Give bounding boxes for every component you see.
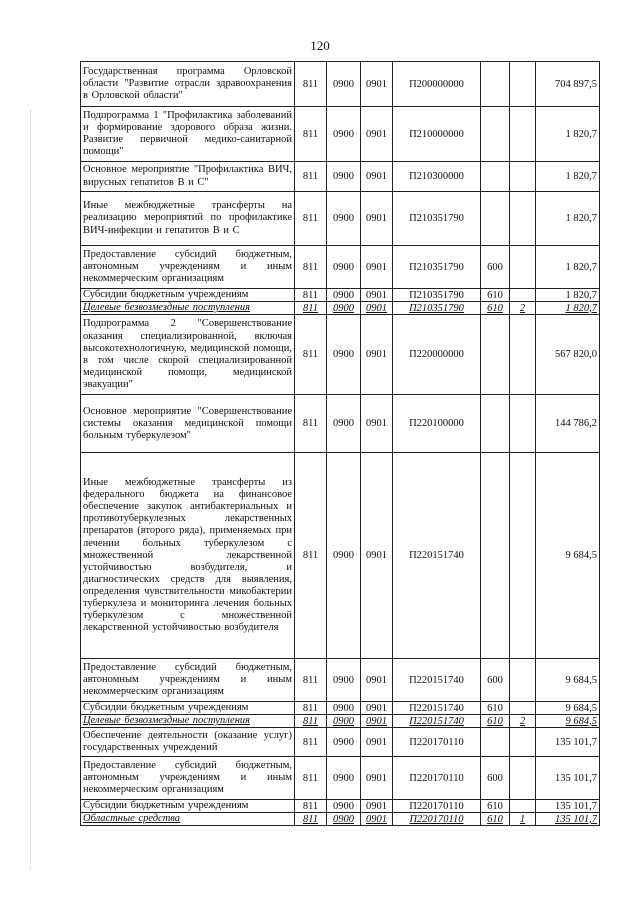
cell-amount: 1 820,7 [536, 302, 600, 315]
cell-ministry: 811 [295, 728, 327, 757]
cell-ministry: 811 [295, 659, 327, 702]
cell-ministry: 811 [295, 246, 327, 289]
cell-source [510, 107, 536, 162]
row-name: Субсидии бюджетным учреждениям [81, 289, 295, 302]
cell-expense [481, 107, 510, 162]
cell-expense: 610 [481, 289, 510, 302]
cell-ministry: 811 [295, 289, 327, 302]
table-row [81, 192, 600, 246]
cell-source [510, 315, 536, 395]
cell-ministry: 811 [295, 813, 327, 826]
cell-section: 0900 [327, 162, 361, 192]
cell-amount: 135 101,7 [536, 757, 600, 800]
cell-amount: 1 820,7 [536, 192, 600, 246]
cell-amount: 567 820,0 [536, 315, 600, 395]
cell-source [510, 62, 536, 107]
budget-table [80, 61, 600, 826]
cell-source [510, 728, 536, 757]
cell-expense: 610 [481, 715, 510, 728]
cell-source [510, 702, 536, 715]
cell-amount: 9 684,5 [536, 702, 600, 715]
cell-ministry: 811 [295, 302, 327, 315]
cell-target: П220170110 [393, 728, 481, 757]
table-row [81, 162, 600, 192]
row-name: Иные межбюджетные трансферты из федерального бюджета на финансовое обеспечение закупок антибактериальных и противотуберкулезных лекарственных препаратов (второго ряда), применяемых при лечении больных туберкулезом с множественной лекарственной устойчивостью возбудителя, и диагностических средств для выявления, определения чувствительности микобактерии туберкулеза и мониторинга лечения больных туберкулезом с множественной лекарственной устойчивостью возбудителя [81, 453, 295, 659]
cell-subsection: 0901 [361, 162, 393, 192]
cell-amount: 1 820,7 [536, 162, 600, 192]
cell-ministry: 811 [295, 162, 327, 192]
table-row [81, 246, 600, 289]
cell-target: П220100000 [393, 395, 481, 453]
cell-expense [481, 162, 510, 192]
cell-ministry: 811 [295, 192, 327, 246]
row-name: Субсидии бюджетным учреждениям [81, 702, 295, 715]
cell-source [510, 757, 536, 800]
table-row [81, 315, 600, 395]
cell-source [510, 659, 536, 702]
cell-target: П210351790 [393, 289, 481, 302]
cell-section: 0900 [327, 813, 361, 826]
cell-source [510, 395, 536, 453]
cell-section: 0900 [327, 246, 361, 289]
cell-subsection: 0901 [361, 395, 393, 453]
cell-ministry: 811 [295, 62, 327, 107]
cell-expense: 600 [481, 659, 510, 702]
row-name: Основное мероприятие "Совершенствование системы оказания медицинской помощи больным туберкулезом" [81, 395, 295, 453]
table-row [81, 757, 600, 800]
cell-section: 0900 [327, 289, 361, 302]
row-name: Целевые безвозмездные поступления [81, 715, 295, 728]
cell-source: 2 [510, 302, 536, 315]
cell-section: 0900 [327, 315, 361, 395]
cell-amount: 1 820,7 [536, 107, 600, 162]
cell-source [510, 800, 536, 813]
cell-ministry: 811 [295, 395, 327, 453]
cell-section: 0900 [327, 702, 361, 715]
cell-source: 1 [510, 813, 536, 826]
cell-expense [481, 728, 510, 757]
cell-ministry: 811 [295, 702, 327, 715]
table-row [81, 715, 600, 728]
scan-edge-mark [30, 110, 32, 870]
cell-subsection: 0901 [361, 702, 393, 715]
cell-source [510, 289, 536, 302]
cell-expense: 610 [481, 702, 510, 715]
row-name: Государственная программа Орловской области "Развитие отрасли здравоохранения в Орловской области" [81, 62, 295, 107]
cell-ministry: 811 [295, 453, 327, 659]
cell-expense [481, 453, 510, 659]
table-row [81, 302, 600, 315]
table-row [81, 813, 600, 826]
cell-ministry: 811 [295, 715, 327, 728]
table-row [81, 395, 600, 453]
cell-subsection: 0901 [361, 192, 393, 246]
cell-source [510, 453, 536, 659]
cell-expense: 600 [481, 757, 510, 800]
table-row [81, 659, 600, 702]
cell-subsection: 0901 [361, 757, 393, 800]
cell-section: 0900 [327, 659, 361, 702]
cell-section: 0900 [327, 62, 361, 107]
row-name: Иные межбюджетные трансферты на реализацию мероприятий по профилактике ВИЧ-инфекции и гепатитов В и С [81, 192, 295, 246]
cell-target: П220170110 [393, 757, 481, 800]
cell-subsection: 0901 [361, 813, 393, 826]
cell-target: П210300000 [393, 162, 481, 192]
cell-target: П220170110 [393, 800, 481, 813]
cell-section: 0900 [327, 728, 361, 757]
cell-subsection: 0901 [361, 315, 393, 395]
cell-subsection: 0901 [361, 728, 393, 757]
cell-expense [481, 62, 510, 107]
cell-source: 2 [510, 715, 536, 728]
cell-expense [481, 315, 510, 395]
cell-target: П210351790 [393, 192, 481, 246]
row-name: Субсидии бюджетным учреждениям [81, 800, 295, 813]
row-name: Предоставление субсидий бюджетным, автономным учреждениям и иным некоммерческим организациям [81, 246, 295, 289]
cell-expense: 610 [481, 813, 510, 826]
cell-expense [481, 192, 510, 246]
table-row [81, 107, 600, 162]
cell-source [510, 162, 536, 192]
cell-subsection: 0901 [361, 62, 393, 107]
cell-target: П220170110 [393, 813, 481, 826]
row-name: Обеспечение деятельности (оказание услуг) государственных учреждений [81, 728, 295, 757]
cell-target: П210000000 [393, 107, 481, 162]
table-row [81, 62, 600, 107]
cell-amount: 1 820,7 [536, 289, 600, 302]
row-name: Предоставление субсидий бюджетным, автономным учреждениям и иным некоммерческим организациям [81, 757, 295, 800]
cell-amount: 9 684,5 [536, 659, 600, 702]
table-row [81, 728, 600, 757]
cell-ministry: 811 [295, 757, 327, 800]
cell-ministry: 811 [295, 107, 327, 162]
cell-section: 0900 [327, 453, 361, 659]
cell-section: 0900 [327, 107, 361, 162]
cell-source [510, 192, 536, 246]
cell-section: 0900 [327, 302, 361, 315]
cell-target: П220151740 [393, 702, 481, 715]
cell-source [510, 246, 536, 289]
table-row [81, 800, 600, 813]
cell-amount: 135 101,7 [536, 728, 600, 757]
cell-amount: 1 820,7 [536, 246, 600, 289]
cell-section: 0900 [327, 395, 361, 453]
cell-amount: 135 101,7 [536, 813, 600, 826]
cell-expense [481, 395, 510, 453]
table-row [81, 702, 600, 715]
cell-ministry: 811 [295, 800, 327, 813]
cell-target: П220000000 [393, 315, 481, 395]
cell-amount: 9 684,5 [536, 715, 600, 728]
cell-subsection: 0901 [361, 715, 393, 728]
cell-subsection: 0901 [361, 659, 393, 702]
cell-ministry: 811 [295, 315, 327, 395]
row-name: Целевые безвозмездные поступления [81, 302, 295, 315]
row-name: Областные средства [81, 813, 295, 826]
cell-section: 0900 [327, 715, 361, 728]
cell-target: П210351790 [393, 246, 481, 289]
table-row [81, 453, 600, 659]
cell-subsection: 0901 [361, 107, 393, 162]
cell-target: П220151740 [393, 715, 481, 728]
row-name: Предоставление субсидий бюджетным, автономным учреждениям и иным некоммерческим организациям [81, 659, 295, 702]
cell-amount: 9 684,5 [536, 453, 600, 659]
cell-section: 0900 [327, 800, 361, 813]
cell-target: П200000000 [393, 62, 481, 107]
cell-section: 0900 [327, 192, 361, 246]
table-row [81, 289, 600, 302]
cell-target: П210351790 [393, 302, 481, 315]
cell-subsection: 0901 [361, 302, 393, 315]
cell-target: П220151740 [393, 453, 481, 659]
cell-amount: 144 786,2 [536, 395, 600, 453]
cell-amount: 704 897,5 [536, 62, 600, 107]
cell-subsection: 0901 [361, 289, 393, 302]
cell-subsection: 0901 [361, 453, 393, 659]
cell-expense: 600 [481, 246, 510, 289]
cell-subsection: 0901 [361, 800, 393, 813]
row-name: Подпрограмма 2 "Совершенствование оказания специализированной, включая высокотехнологичную, медицинской помощи, в том числе скорой специализированной медицинской помощи, медицинской эвакуации" [81, 315, 295, 395]
cell-expense: 610 [481, 800, 510, 813]
page-number: 120 [310, 38, 330, 53]
cell-subsection: 0901 [361, 246, 393, 289]
row-name: Основное мероприятие "Профилактика ВИЧ, вирусных гепатитов В и С" [81, 162, 295, 192]
cell-target: П220151740 [393, 659, 481, 702]
cell-amount: 135 101,7 [536, 800, 600, 813]
row-name: Подпрограмма 1 "Профилактика заболеваний и формирование здорового образа жизни. Развитие первичной медико-санитарной помощи" [81, 107, 295, 162]
cell-section: 0900 [327, 757, 361, 800]
cell-expense: 610 [481, 302, 510, 315]
